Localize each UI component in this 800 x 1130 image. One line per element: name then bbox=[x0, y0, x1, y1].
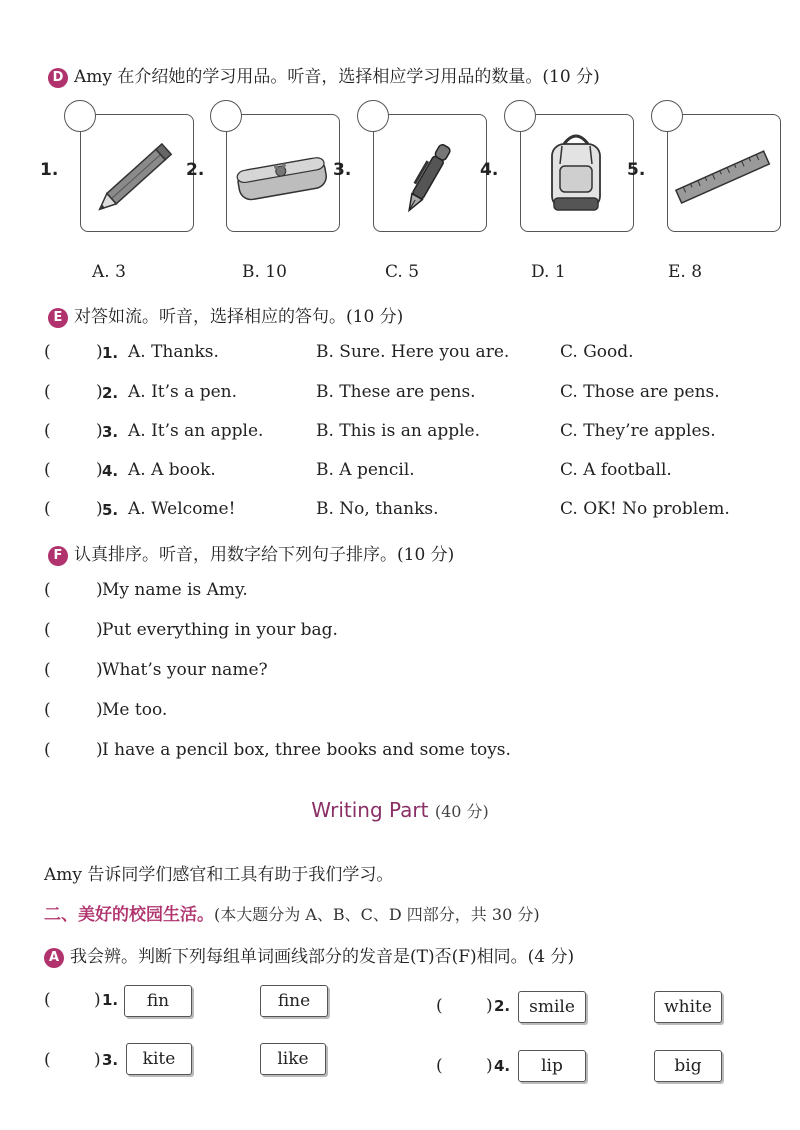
answer-paren-open[interactable]: ( bbox=[44, 421, 51, 441]
order-paren-close: ) bbox=[96, 620, 103, 640]
sentence-text: I have a pencil box, three books and some toys. bbox=[102, 740, 511, 760]
question-row-2 bbox=[44, 382, 764, 410]
schoolbag-icon bbox=[524, 124, 628, 232]
choice-c: C. Those are pens. bbox=[560, 382, 720, 402]
section-a-instruction: 我会辨。判断下列每组单词画线部分的发音是(T)否(F)相同。(4 分) bbox=[70, 947, 575, 967]
writing-part-title bbox=[0, 798, 800, 822]
choice-c: C. They’re apples. bbox=[560, 421, 716, 441]
answer-paren-open[interactable]: ( bbox=[44, 460, 51, 480]
sentence-text: Me too. bbox=[102, 700, 168, 720]
answer-paren-close: ) bbox=[96, 460, 103, 480]
order-paren-open[interactable]: ( bbox=[44, 660, 51, 680]
choice-c: C. Good. bbox=[560, 342, 634, 362]
word-box: smile bbox=[518, 991, 586, 1023]
section-e-heading bbox=[48, 302, 403, 328]
option-c: C. 5 bbox=[385, 262, 420, 282]
choice-a: A. It’s an apple. bbox=[128, 421, 264, 441]
picture-number: 1. bbox=[40, 160, 59, 180]
picture-number: 3. bbox=[333, 160, 352, 180]
pair-number: 4. bbox=[494, 1057, 511, 1075]
pencil-box-icon bbox=[230, 124, 334, 232]
answer-paren-open[interactable]: ( bbox=[44, 342, 51, 362]
sentence-text: What’s your name? bbox=[102, 660, 268, 680]
order-paren-close: ) bbox=[96, 740, 103, 760]
ruler-icon bbox=[671, 124, 775, 232]
section-f-heading bbox=[48, 540, 454, 566]
choice-a: A. A book. bbox=[128, 460, 216, 480]
word-box: big bbox=[654, 1050, 722, 1082]
option-a: A. 3 bbox=[92, 262, 126, 282]
answer-paren-open[interactable]: ( bbox=[436, 996, 443, 1016]
word-box: fin bbox=[124, 985, 192, 1017]
section-e-instruction: 对答如流。听音，选择相应的答句。(10 分) bbox=[74, 307, 404, 327]
answer-paren-close: ) bbox=[96, 382, 103, 402]
pencil-icon bbox=[84, 124, 188, 232]
word-box: kite bbox=[126, 1043, 192, 1075]
question-number: 3. bbox=[102, 423, 119, 441]
sentence-text: My name is Amy. bbox=[102, 580, 248, 600]
section-d-badge: D bbox=[48, 68, 68, 88]
order-paren-open[interactable]: ( bbox=[44, 700, 51, 720]
order-paren-open[interactable]: ( bbox=[44, 740, 51, 760]
choice-b: B. No, thanks. bbox=[316, 499, 439, 519]
writing-title-text: Writing Part bbox=[311, 798, 429, 822]
question-row-1 bbox=[44, 342, 764, 370]
word-box: lip bbox=[518, 1050, 586, 1082]
word-box: like bbox=[260, 1043, 326, 1075]
order-paren-open[interactable]: ( bbox=[44, 620, 51, 640]
picture-number: 5. bbox=[627, 160, 646, 180]
supplies-picture-row bbox=[40, 100, 780, 240]
answer-paren-close: ) bbox=[96, 499, 103, 519]
answer-paren-open[interactable]: ( bbox=[436, 1056, 443, 1076]
pair-4-answer bbox=[436, 1056, 511, 1076]
answer-paren-close: ) bbox=[486, 996, 493, 1016]
question-row-3 bbox=[44, 421, 764, 449]
order-paren-close: ) bbox=[96, 580, 103, 600]
pen-icon bbox=[377, 124, 481, 232]
question-row-5 bbox=[44, 499, 764, 527]
section-a-heading bbox=[44, 942, 574, 968]
part-two-note: (本大题分为 A、B、C、D 四部分，共 30 分) bbox=[214, 905, 540, 924]
sentence-text: Put everything in your bag. bbox=[102, 620, 338, 640]
option-e: E. 8 bbox=[668, 262, 703, 282]
pair-2-answer bbox=[436, 996, 511, 1016]
question-number: 1. bbox=[102, 344, 119, 362]
pair-number: 2. bbox=[494, 997, 511, 1015]
question-number: 4. bbox=[102, 462, 119, 480]
section-a-badge: A bbox=[44, 948, 64, 968]
word-box: white bbox=[654, 991, 722, 1023]
answer-paren-close: ) bbox=[96, 342, 103, 362]
writing-intro: Amy 告诉同学们感官和工具有助于我们学习。 bbox=[44, 865, 394, 885]
choice-a: A. Thanks. bbox=[128, 342, 219, 362]
section-d-instruction: Amy 在介绍她的学习用品。听音，选择相应学习用品的数量。(10 分) bbox=[74, 67, 600, 87]
answer-paren-close: ) bbox=[94, 990, 101, 1010]
order-paren-close: ) bbox=[96, 700, 103, 720]
choice-a: A. It’s a pen. bbox=[128, 382, 237, 402]
answer-paren-close: ) bbox=[486, 1056, 493, 1076]
question-number: 2. bbox=[102, 384, 119, 402]
choice-b: B. This is an apple. bbox=[316, 421, 481, 441]
part-two-title bbox=[44, 900, 540, 925]
pair-1-answer bbox=[44, 990, 119, 1010]
question-number: 5. bbox=[102, 501, 119, 519]
part-two-heading: 二、美好的校园生活。 bbox=[44, 905, 214, 925]
choice-b: B. These are pens. bbox=[316, 382, 476, 402]
picture-number: 2. bbox=[186, 160, 205, 180]
section-e-badge: E bbox=[48, 308, 68, 328]
section-f-instruction: 认真排序。听音，用数字给下列句子排序。(10 分) bbox=[74, 545, 455, 565]
word-box: fine bbox=[260, 985, 328, 1017]
section-f-badge: F bbox=[48, 546, 68, 566]
choice-a: A. Welcome! bbox=[128, 499, 236, 519]
picture-number: 4. bbox=[480, 160, 499, 180]
pair-number: 3. bbox=[102, 1051, 119, 1069]
answer-paren-open[interactable]: ( bbox=[44, 499, 51, 519]
option-b: B. 10 bbox=[242, 262, 287, 282]
answer-paren-open[interactable]: ( bbox=[44, 382, 51, 402]
answer-paren-open[interactable]: ( bbox=[44, 990, 51, 1010]
order-paren-close: ) bbox=[96, 660, 103, 680]
writing-title-points: (40 分) bbox=[434, 802, 489, 821]
choice-c: C. A football. bbox=[560, 460, 672, 480]
answer-paren-close: ) bbox=[96, 421, 103, 441]
choice-c: C. OK! No problem. bbox=[560, 499, 730, 519]
order-paren-open[interactable]: ( bbox=[44, 580, 51, 600]
choice-b: B. Sure. Here you are. bbox=[316, 342, 510, 362]
option-d: D. 1 bbox=[531, 262, 566, 282]
pair-3-answer bbox=[44, 1050, 119, 1070]
choice-b: B. A pencil. bbox=[316, 460, 415, 480]
answer-paren-open[interactable]: ( bbox=[44, 1050, 51, 1070]
question-row-4 bbox=[44, 460, 764, 488]
section-d-heading bbox=[48, 62, 600, 88]
pair-number: 1. bbox=[102, 991, 119, 1009]
answer-paren-close: ) bbox=[94, 1050, 101, 1070]
